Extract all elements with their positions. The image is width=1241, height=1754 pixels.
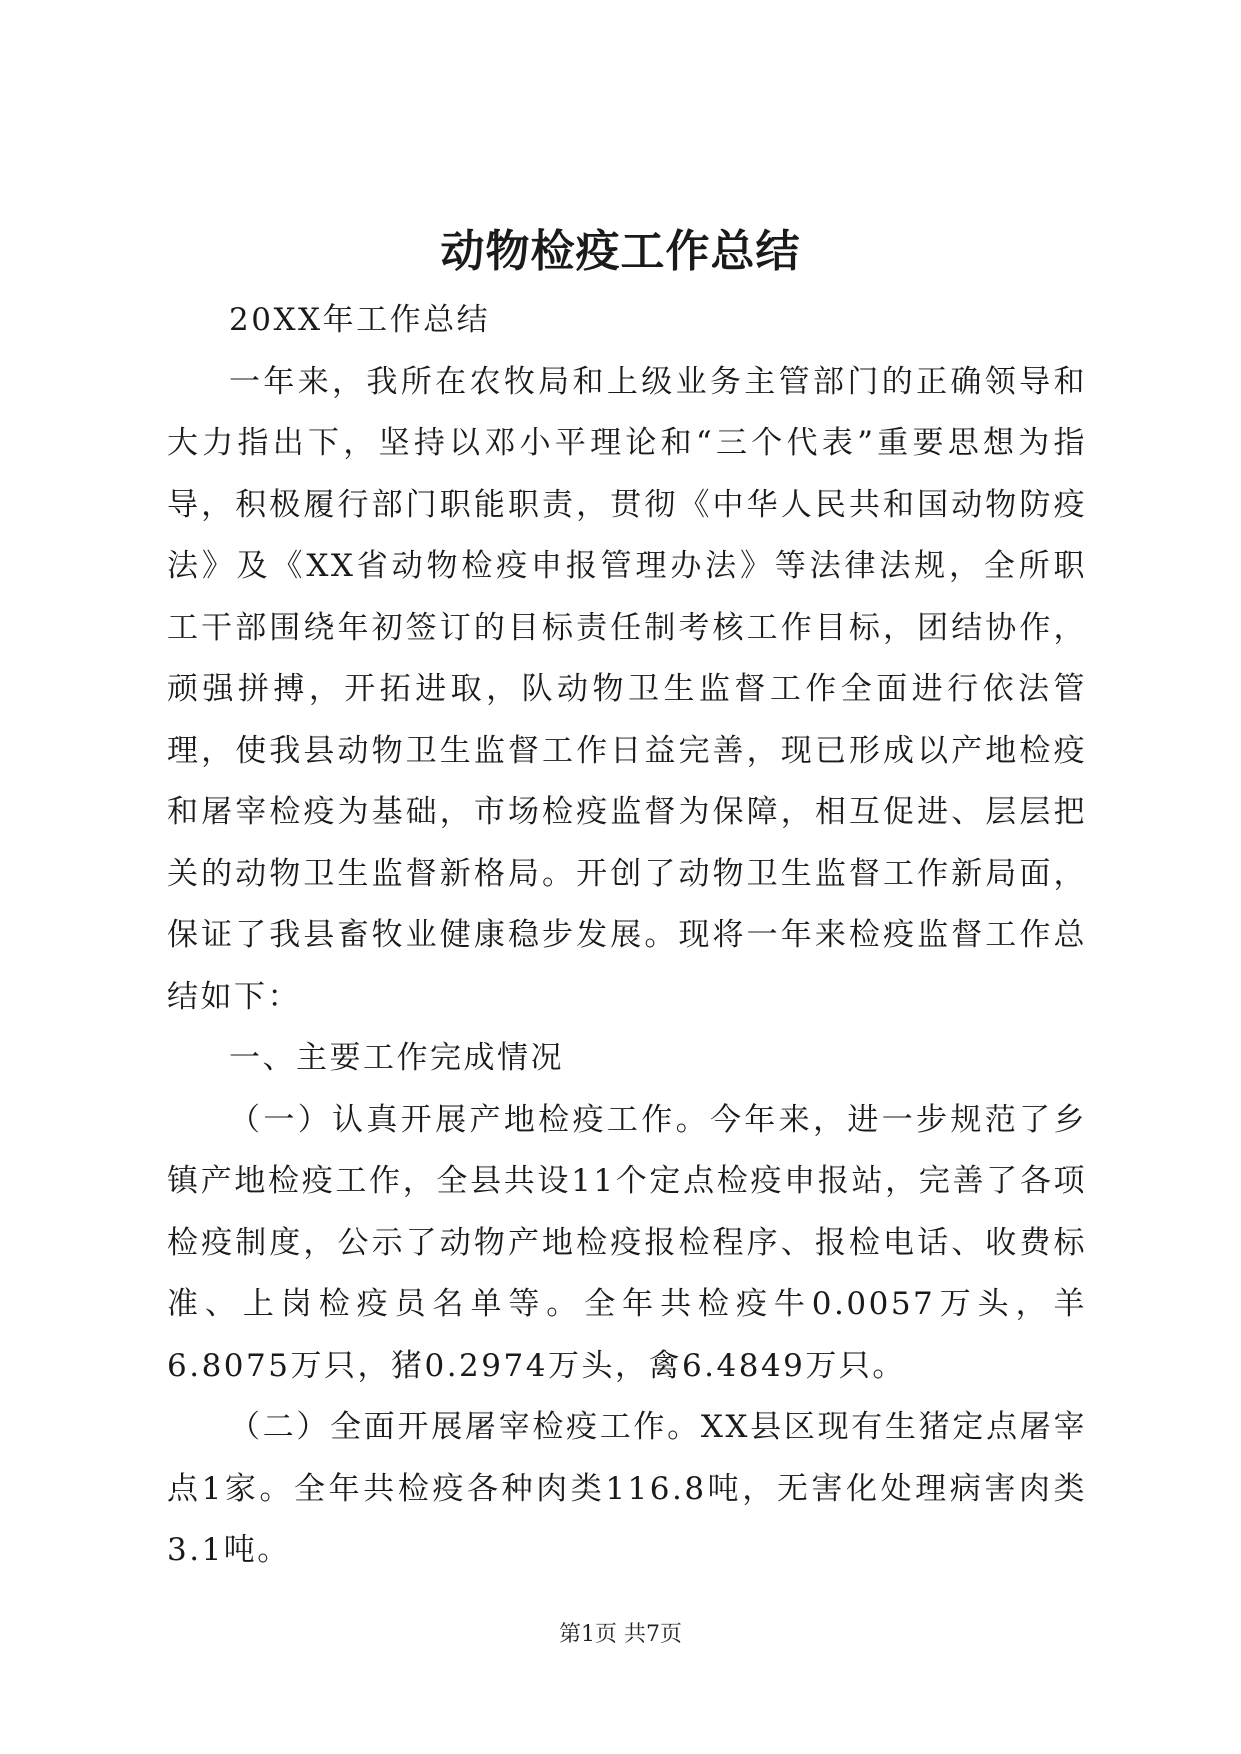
page-footer: 第1页 共7页 [559, 1622, 682, 1647]
paragraph-subtitle: 20XX年工作总结 [229, 302, 491, 338]
section-heading: 一、主要工作完成情况 [229, 1040, 564, 1076]
paragraph-slaughter-quarantine: （二）全面开展屠宰检疫工作。XX县区现有生猪定点屠宰点1家。全年共检疫各种肉类116.8吨，无害化处理病害肉类3.1吨。 [167, 1409, 1087, 1568]
document-title: 动物检疫工作总结 [440, 226, 801, 277]
paragraph-intro: 一年来，我所在农牧局和上级业务主管部门的正确领导和大力指出下，坚持以邓小平理论和“三个代表”重要思想为指导，积极履行部门职能职责，贯彻《中华人民共和国动物防疫法》及《XX省动物检疫申报管理办法》等法律法规，全所职工干部围绕年初签订的目标责任制考核工作目标，团结协作，顽强拼搏，开拓进取，队动物卫生监督工作全面进行依法管理，使我县动物卫生监督工作日益完善，现已形成以产地检疫和屠宰检疫为基础，市场检疫监督为保障，相互促进、层层把关的动物卫生监督新格局。开创了动物卫生监督工作新局面，保证了我县畜牧业健康稳步发展。现将一年来检疫监督工作总结如下： [167, 363, 1087, 1015]
document-body [167, 290, 1087, 1582]
paragraph-origin-quarantine: （一）认真开展产地检疫工作。今年来，进一步规范了乡镇产地检疫工作，全县共设11个定点检疫申报站，完善了各项检疫制度，公示了动物产地检疫报检程序、报检电话、收费标准、上岗检疫员名单等。全年共检疫牛0.0057万头，羊6.8075万只，猪0.2974万头，禽6.4849万只。 [167, 1101, 1087, 1384]
